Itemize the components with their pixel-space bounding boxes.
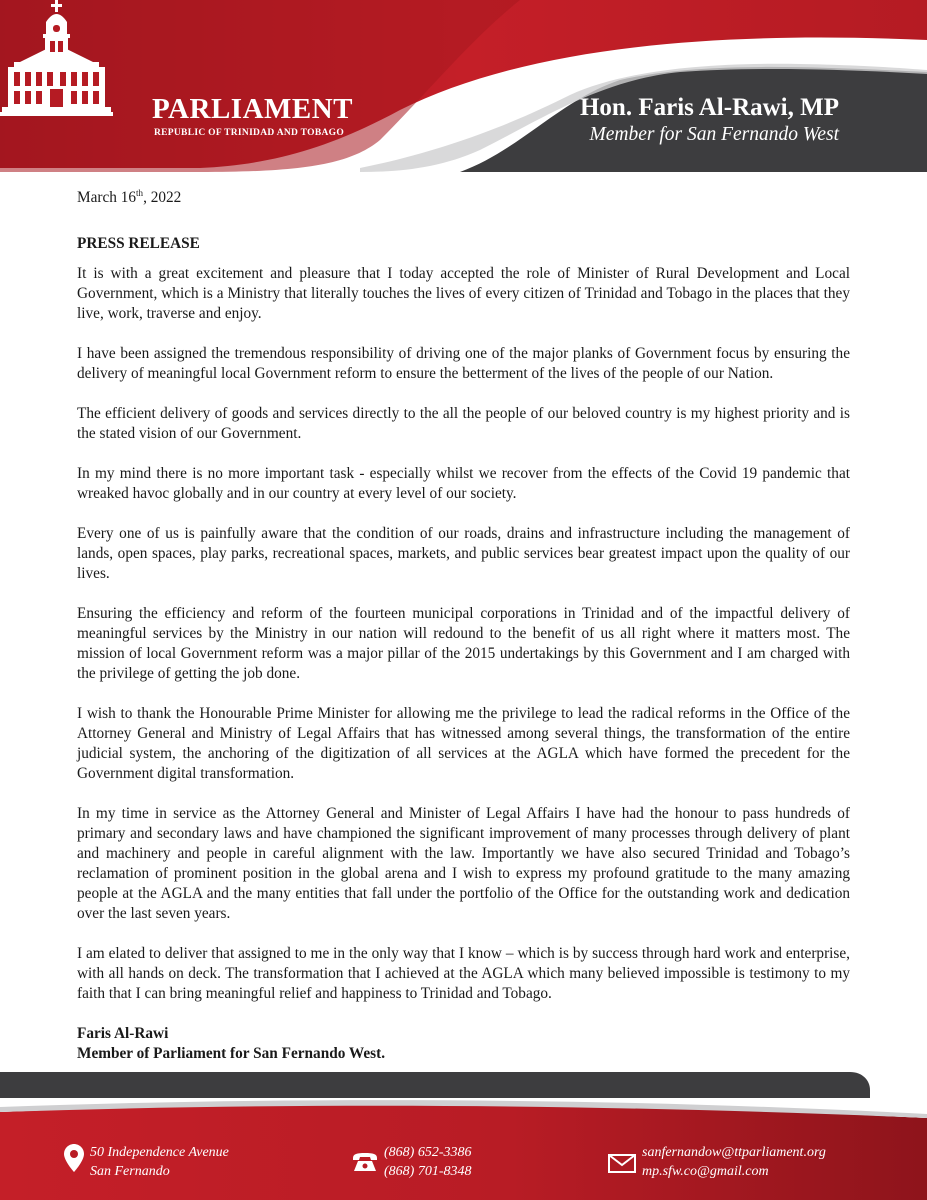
signature-title: Member of Parliament for San Fernando West. bbox=[77, 1045, 386, 1062]
letterhead-header bbox=[0, 0, 927, 180]
paragraph: I wish to thank the Honourable Prime Minister for allowing me the privilege to lead the radical reforms in the Office of the Attorney General and Ministry of Legal Affairs that has witnessed among several things, the transformation of the entire judicial system, the anchoring of the digitization of all services at the AGLA which have formed the precedent for the Government digital transformation. bbox=[77, 705, 850, 782]
paragraph: I am elated to deliver that assigned to me in the only way that I know – which is by success through hard work and enterprise, with all hands on deck. The transformation that I achieved at the AGLA which many believed impossible is testimony to my faith that I can bring meaningful relief and happiness to Trinidad and Tobago. bbox=[77, 945, 850, 1002]
press-release-heading: PRESS RELEASE bbox=[77, 235, 200, 252]
brand-subtitle: REPUBLIC OF TRINIDAD AND TOBAGO bbox=[154, 128, 345, 138]
member-seat: Member for San Fernando West bbox=[589, 123, 839, 145]
letter-date bbox=[77, 188, 850, 208]
footer-phones bbox=[384, 1143, 472, 1181]
signature-name: Faris Al-Rawi bbox=[77, 1025, 169, 1042]
email-1[interactable]: sanfernandow@ttparliament.org bbox=[642, 1145, 826, 1160]
location-pin-icon bbox=[64, 1144, 84, 1172]
date-year: , 2022 bbox=[143, 189, 182, 206]
phone-2[interactable]: (868) 701-8348 bbox=[384, 1164, 472, 1179]
paragraph: Every one of us is painfully aware that the condition of our roads, drains and infrastructure including the management of lands, open spaces, play parks, recreational spaces, markets, and public services bear greatest impact upon the quality of our lives. bbox=[77, 525, 850, 582]
envelope-icon bbox=[608, 1154, 636, 1173]
brand-name: PARLIAMENT bbox=[152, 93, 354, 125]
paragraph: In my time in service as the Attorney General and Minister of Legal Affairs I have had the honour to pass hundreds of primary and secondary laws and have championed the significant improvement of many processes through delivery of plant and machinery and people in careful alignment with the law. Importantly we have also secured Trinidad and Tobago’s reclamation of prominent position in the global arena and I wish to express my profound gratitude to the many amazing people at the AGLA and the many entities that fall under the portfolio of the Office for the outstanding work and dedication over the last seven years. bbox=[77, 805, 850, 922]
telephone-icon bbox=[352, 1152, 378, 1172]
paragraph: I have been assigned the tremendous responsibility of driving one of the major planks of Government focus by ensuring the delivery of meaningful local Government reform to ensure the betterment of the lives of the people of our Nation. bbox=[77, 345, 850, 382]
address-line-2: San Fernando bbox=[90, 1164, 170, 1179]
header-banner-graphic bbox=[0, 0, 927, 180]
phone-1[interactable]: (868) 652-3386 bbox=[384, 1145, 472, 1160]
member-block bbox=[580, 94, 839, 147]
date-suffix: th bbox=[136, 187, 144, 198]
paragraph: It is with a great excitement and pleasure that I today accepted the role of Minister of Rural Development and Local Government, which is a Ministry that literally touches the lives of every citizen of Trinidad and Tobago in the places that they live, work, traverse and enjoy. bbox=[77, 265, 850, 322]
signature-block bbox=[77, 1024, 850, 1064]
address-line-1: 50 Independence Avenue bbox=[90, 1145, 229, 1160]
parliament-building-logo bbox=[0, 0, 115, 125]
footer-emails bbox=[642, 1143, 826, 1181]
letterhead-footer bbox=[0, 1060, 927, 1200]
paragraph: Ensuring the efficiency and reform of the fourteen municipal corporations in Trinidad and of the impactful delivery of meaningful services by the Ministry in our nation will redound to the benefit of us all right where it matters most. The mission of local Government reform was a major pillar of the 2015 undertakings by this Government and I am charged with the privilege of getting the job done. bbox=[77, 605, 850, 682]
letter-body bbox=[77, 188, 850, 1064]
brand-block bbox=[152, 95, 353, 138]
paragraph: The efficient delivery of goods and services directly to the all the people of our beloved country is my highest priority and is the stated vision of our Government. bbox=[77, 405, 850, 442]
date-day: March 16 bbox=[77, 189, 137, 206]
email-2[interactable]: mp.sfw.co@gmail.com bbox=[642, 1164, 769, 1179]
footer-address bbox=[90, 1143, 229, 1181]
paragraph: In my mind there is no more important task - especially whilst we recover from the effects of the Covid 19 pandemic that wreaked havoc globally and in our country at every level of our society. bbox=[77, 465, 850, 502]
member-name: Hon. Faris Al-Rawi, MP bbox=[579, 94, 839, 121]
